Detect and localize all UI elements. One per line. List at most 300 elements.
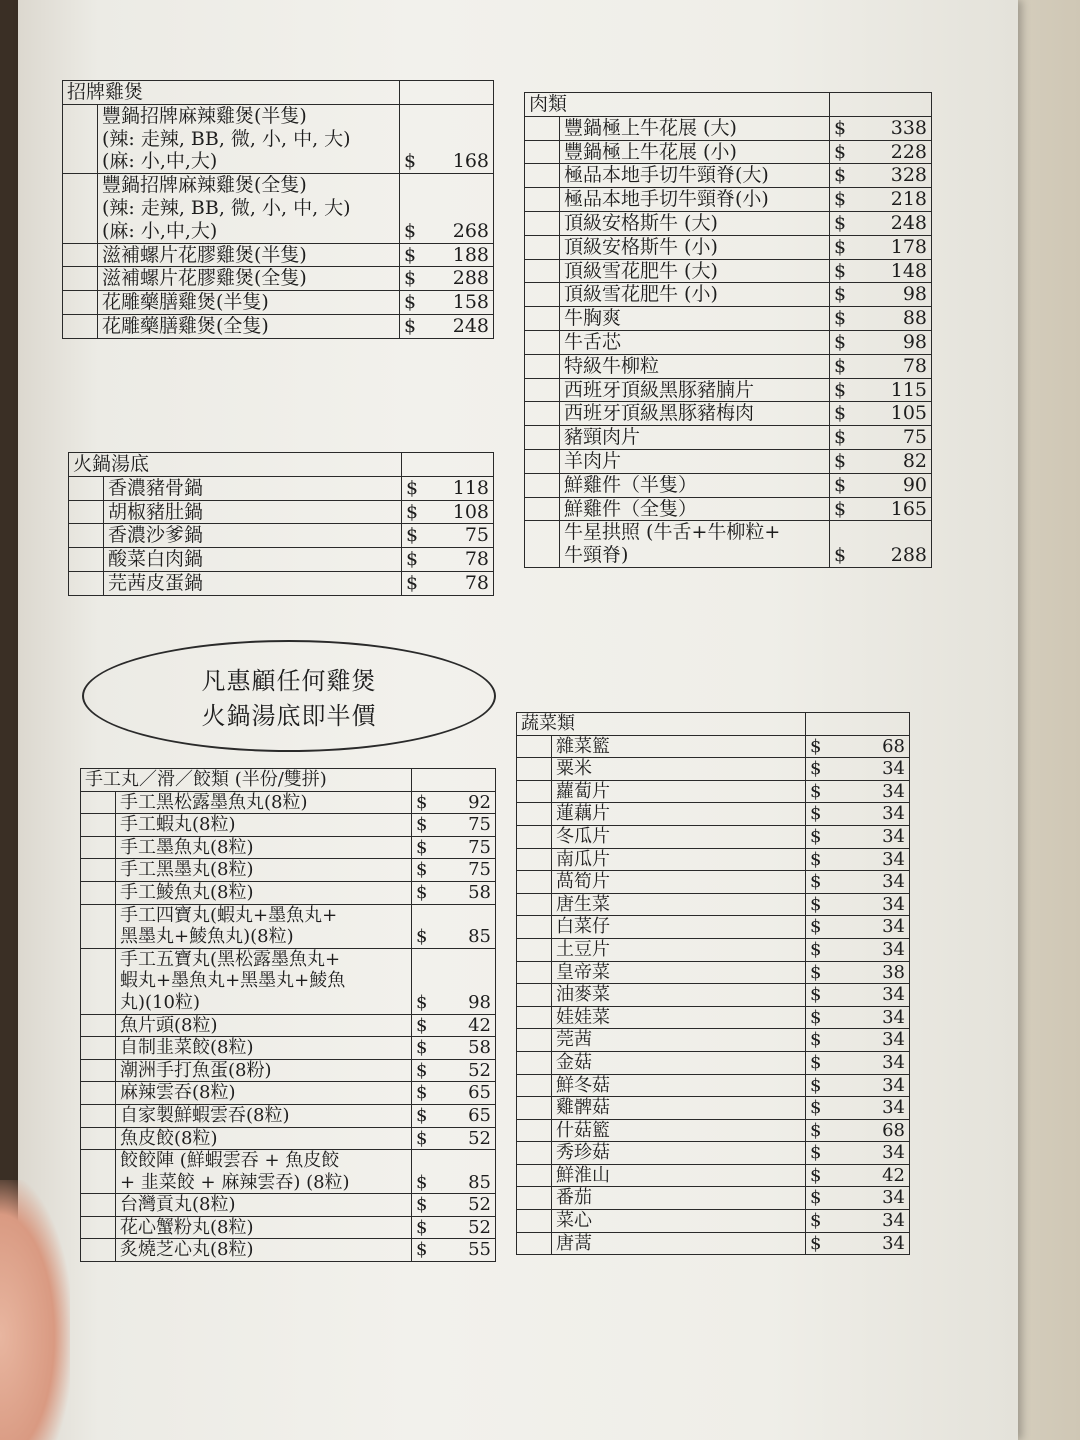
menu-item-row <box>517 735 910 758</box>
currency-symbol: $ <box>416 1194 428 1216</box>
indent-cell <box>517 758 552 781</box>
price-amount: 34 <box>882 758 905 780</box>
item-name <box>98 267 400 291</box>
section-title: 招牌雞煲 <box>63 81 400 105</box>
currency-symbol: $ <box>834 473 847 496</box>
holding-thumb <box>0 1180 70 1440</box>
indent-cell <box>81 1059 116 1082</box>
menu-item-row <box>81 1127 496 1150</box>
item-name-line: 黑墨丸+鯪魚丸)(8粒) <box>120 926 294 948</box>
item-name-line: 鮮雞件（全隻） <box>564 497 698 520</box>
currency-symbol: $ <box>810 916 822 938</box>
item-name-line: 頂級雪花肥牛 (大) <box>564 259 718 282</box>
price-amount: 34 <box>882 1006 905 1028</box>
item-price <box>806 1119 910 1142</box>
price-amount: 108 <box>452 500 489 523</box>
menu-item-row <box>63 314 494 338</box>
menu-item-row <box>525 402 932 426</box>
item-price <box>412 1059 496 1082</box>
item-name <box>552 871 806 894</box>
item-price <box>830 497 932 521</box>
indent-cell <box>525 449 560 473</box>
currency-symbol: $ <box>416 1127 428 1149</box>
item-name <box>552 916 806 939</box>
item-price <box>412 1216 496 1239</box>
item-name-line: 胡椒豬肚鍋 <box>108 500 204 523</box>
currency-symbol: $ <box>406 524 419 547</box>
item-name <box>116 1014 412 1037</box>
item-price <box>806 825 910 848</box>
section-title-price-cell <box>412 769 496 792</box>
price-amount: 188 <box>452 243 489 266</box>
item-price <box>806 803 910 826</box>
indent-cell <box>517 735 552 758</box>
menu-item-row <box>525 378 932 402</box>
menu-item-row <box>525 473 932 497</box>
item-price <box>830 211 932 235</box>
item-name-line: 蝦丸+墨魚丸+黑墨丸+鯪魚 <box>120 970 346 992</box>
indent-cell <box>63 174 98 243</box>
indent-cell <box>517 1232 552 1255</box>
menu-item-row <box>517 961 910 984</box>
item-price <box>830 116 932 140</box>
item-name <box>116 1216 412 1239</box>
currency-symbol: $ <box>810 735 822 757</box>
section-handmade-balls <box>80 768 496 1262</box>
currency-symbol: $ <box>406 548 419 571</box>
menu-item-row <box>525 211 932 235</box>
item-price <box>830 140 932 164</box>
item-price <box>806 1210 910 1233</box>
item-name-line: 花雕藥膳雞煲(全隻) <box>102 314 269 337</box>
item-name <box>98 243 400 267</box>
item-price <box>806 961 910 984</box>
section-title-price-cell <box>400 81 494 105</box>
indent-cell <box>525 307 560 331</box>
item-name <box>98 104 400 173</box>
currency-symbol: $ <box>416 991 428 1013</box>
item-name-line: 香濃沙爹鍋 <box>108 524 204 547</box>
indent-cell <box>69 548 104 572</box>
currency-symbol: $ <box>416 859 428 881</box>
menu-item-row <box>517 1051 910 1074</box>
section-vegetables <box>516 712 910 1255</box>
item-name <box>560 473 830 497</box>
item-name-line: 金菇 <box>556 1051 592 1073</box>
currency-symbol: $ <box>834 449 847 472</box>
item-price <box>806 1074 910 1097</box>
currency-symbol: $ <box>810 1187 822 1209</box>
item-price <box>402 548 494 572</box>
item-name <box>104 476 402 500</box>
menu-item-row <box>525 307 932 331</box>
currency-symbol: $ <box>416 1014 428 1036</box>
menu-item-row <box>63 291 494 315</box>
menu-item-row <box>81 1194 496 1217</box>
currency-symbol: $ <box>834 188 847 211</box>
currency-symbol: $ <box>404 219 417 242</box>
price-amount: 115 <box>890 378 927 401</box>
item-price <box>830 235 932 259</box>
item-price <box>830 521 932 568</box>
item-name-line: 酸菜白肉鍋 <box>108 548 204 571</box>
currency-symbol: $ <box>416 926 428 948</box>
currency-symbol: $ <box>834 259 847 282</box>
item-name <box>552 1142 806 1165</box>
price-amount: 34 <box>882 825 905 847</box>
item-price <box>402 476 494 500</box>
item-price <box>806 758 910 781</box>
price-amount: 328 <box>890 164 927 187</box>
indent-cell <box>517 916 552 939</box>
menu-item-row <box>517 984 910 1007</box>
section-meat <box>524 92 932 568</box>
item-name <box>552 848 806 871</box>
price-amount: 288 <box>452 267 489 290</box>
item-name-line: 極品本地手切牛頸脊(大) <box>564 164 769 187</box>
item-name-line: 鮮雞件（半隻） <box>564 473 698 496</box>
item-price <box>412 1127 496 1150</box>
indent-cell <box>517 803 552 826</box>
item-name-line: 白菜仔 <box>556 916 610 938</box>
currency-symbol: $ <box>404 291 417 314</box>
menu-item-row <box>517 848 910 871</box>
item-name <box>116 1194 412 1217</box>
item-name-line: 唐生菜 <box>556 893 610 915</box>
item-name <box>116 1082 412 1105</box>
indent-cell <box>517 938 552 961</box>
item-name-line: 西班牙頂級黑豚豬腩片 <box>564 378 755 401</box>
item-name-line: 特級牛柳粒 <box>564 354 660 377</box>
item-name <box>116 1037 412 1060</box>
item-name <box>560 449 830 473</box>
item-name-line: 雜菜籃 <box>556 735 610 757</box>
currency-symbol: $ <box>810 1142 822 1164</box>
menu-item-row <box>525 259 932 283</box>
menu-item-row <box>81 1059 496 1082</box>
item-name-line: 油麥菜 <box>556 984 610 1006</box>
price-amount: 98 <box>902 330 927 353</box>
item-price <box>830 164 932 188</box>
item-name-line: 手工墨魚丸(8粒) <box>120 836 254 858</box>
item-name <box>560 116 830 140</box>
indent-cell <box>517 961 552 984</box>
indent-cell <box>69 571 104 595</box>
item-price <box>830 259 932 283</box>
item-price <box>830 378 932 402</box>
item-price <box>806 893 910 916</box>
menu-item-row <box>63 243 494 267</box>
indent-cell <box>517 1210 552 1233</box>
item-price <box>412 904 496 948</box>
item-name <box>116 1059 412 1082</box>
price-amount: 75 <box>464 524 489 547</box>
price-amount: 248 <box>890 211 927 234</box>
indent-cell <box>517 1074 552 1097</box>
item-price <box>400 314 494 338</box>
item-name <box>560 378 830 402</box>
item-name <box>560 164 830 188</box>
menu-item-row <box>517 758 910 781</box>
indent-cell <box>81 1150 116 1194</box>
currency-symbol: $ <box>406 500 419 523</box>
indent-cell <box>81 1194 116 1217</box>
currency-symbol: $ <box>834 140 847 163</box>
item-name <box>552 893 806 916</box>
indent-cell <box>517 1187 552 1210</box>
item-name <box>560 259 830 283</box>
currency-symbol: $ <box>834 211 847 234</box>
indent-cell <box>63 104 98 173</box>
currency-symbol: $ <box>810 1210 822 1232</box>
section-title: 火鍋湯底 <box>69 453 402 477</box>
menu-item-row <box>517 871 910 894</box>
item-price <box>806 1232 910 1255</box>
item-name <box>116 1127 412 1150</box>
item-name-line: 土豆片 <box>556 938 610 960</box>
menu-item-row <box>517 1097 910 1120</box>
item-name-line: 頂級雪花肥牛 (小) <box>564 283 718 306</box>
indent-cell <box>525 140 560 164</box>
menu-item-row <box>525 449 932 473</box>
indent-cell <box>81 859 116 882</box>
price-amount: 55 <box>468 1239 491 1261</box>
indent-cell <box>81 814 116 837</box>
item-price <box>806 938 910 961</box>
item-price <box>830 283 932 307</box>
item-name <box>560 140 830 164</box>
item-name <box>552 1210 806 1233</box>
menu-item-row <box>81 881 496 904</box>
item-name-line: 萵筍片 <box>556 871 610 893</box>
menu-item-row <box>517 1119 910 1142</box>
indent-cell <box>517 893 552 916</box>
currency-symbol: $ <box>834 307 847 330</box>
indent-cell <box>517 848 552 871</box>
section-title: 蔬菜類 <box>517 713 806 736</box>
item-name <box>104 548 402 572</box>
item-price <box>402 524 494 548</box>
price-amount: 78 <box>464 548 489 571</box>
section-title: 手工丸／滑／餃類 (半份/雙拼) <box>81 769 412 792</box>
item-name <box>560 330 830 354</box>
indent-cell <box>525 402 560 426</box>
currency-symbol: $ <box>834 164 847 187</box>
menu-item-row <box>525 188 932 212</box>
currency-symbol: $ <box>810 871 822 893</box>
price-amount: 58 <box>468 1037 491 1059</box>
item-name <box>552 1074 806 1097</box>
currency-symbol: $ <box>810 938 822 960</box>
indent-cell <box>525 473 560 497</box>
menu-item-row <box>525 140 932 164</box>
item-name <box>116 1104 412 1127</box>
item-price <box>412 1239 496 1262</box>
item-price <box>412 1082 496 1105</box>
item-name-line: (辣: 走辣, BB, 微, 小, 中, 大) <box>102 196 351 219</box>
menu-item-row <box>63 104 494 173</box>
item-name <box>552 758 806 781</box>
menu-item-row <box>81 814 496 837</box>
currency-symbol: $ <box>416 881 428 903</box>
menu-item-row <box>81 1082 496 1105</box>
indent-cell <box>517 825 552 848</box>
currency-symbol: $ <box>834 497 847 520</box>
indent-cell <box>81 1216 116 1239</box>
price-amount: 65 <box>468 1082 491 1104</box>
item-name-line: 豐鍋招牌麻辣雞煲(全隻) <box>102 174 307 197</box>
currency-symbol: $ <box>834 235 847 258</box>
item-price <box>830 188 932 212</box>
indent-cell <box>81 1037 116 1060</box>
indent-cell <box>525 426 560 450</box>
price-amount: 52 <box>468 1127 491 1149</box>
menu-item-row <box>81 1037 496 1060</box>
price-amount: 34 <box>882 780 905 802</box>
menu-item-row <box>517 1232 910 1255</box>
item-name-line: 冬瓜片 <box>556 825 610 847</box>
item-price <box>830 307 932 331</box>
item-price <box>806 1187 910 1210</box>
item-name-line: 豐鍋極上牛花展 (小) <box>564 140 737 163</box>
section-title: 肉類 <box>525 93 830 117</box>
item-price <box>806 1164 910 1187</box>
indent-cell <box>81 1014 116 1037</box>
item-name-line: + 韭菜餃 + 麻辣雲吞) (8粒) <box>120 1171 350 1193</box>
price-amount: 34 <box>882 984 905 1006</box>
price-amount: 42 <box>468 1014 491 1036</box>
indent-cell <box>81 1239 116 1262</box>
indent-cell <box>69 476 104 500</box>
item-name-line: 牛星拱照 (牛舌+牛柳粒+ <box>564 521 781 544</box>
menu-item-row <box>517 1187 910 1210</box>
item-name <box>560 402 830 426</box>
item-name-line: 蓮藕片 <box>556 803 610 825</box>
item-name <box>552 1051 806 1074</box>
item-name <box>104 571 402 595</box>
item-name-line: 菜心 <box>556 1210 592 1232</box>
menu-item-row <box>81 1104 496 1127</box>
item-name-line: 蘿蔔片 <box>556 780 610 802</box>
section-soup-base <box>68 452 494 596</box>
indent-cell <box>525 283 560 307</box>
item-name <box>116 836 412 859</box>
indent-cell <box>525 235 560 259</box>
item-name <box>98 314 400 338</box>
item-name-line: 極品本地手切牛頸脊(小) <box>564 188 769 211</box>
price-amount: 34 <box>882 803 905 825</box>
currency-symbol: $ <box>834 378 847 401</box>
menu-item-row <box>517 825 910 848</box>
currency-symbol: $ <box>810 984 822 1006</box>
item-price <box>806 984 910 1007</box>
price-amount: 75 <box>468 814 491 836</box>
menu-item-row <box>517 916 910 939</box>
currency-symbol: $ <box>810 1232 822 1254</box>
item-price <box>400 174 494 243</box>
menu-item-row <box>525 521 932 568</box>
indent-cell <box>81 836 116 859</box>
item-price <box>412 836 496 859</box>
item-name <box>552 803 806 826</box>
menu-item-row <box>81 1014 496 1037</box>
item-name-line: 牛舌芯 <box>564 330 622 353</box>
item-name-line: 番茄 <box>556 1187 592 1209</box>
price-amount: 165 <box>890 497 927 520</box>
indent-cell <box>525 259 560 283</box>
item-price <box>806 1051 910 1074</box>
item-price <box>830 426 932 450</box>
menu-item-row <box>525 354 932 378</box>
item-name <box>560 521 830 568</box>
menu-item-row <box>81 904 496 948</box>
price-amount: 42 <box>882 1164 905 1186</box>
item-name <box>552 1119 806 1142</box>
item-name <box>552 825 806 848</box>
item-name <box>116 1239 412 1262</box>
price-amount: 34 <box>882 938 905 960</box>
price-amount: 338 <box>890 116 927 139</box>
currency-symbol: $ <box>810 1006 822 1028</box>
item-name-line: 花心蟹粉丸(8粒) <box>120 1216 254 1238</box>
menu-item-row <box>517 893 910 916</box>
item-name-line: 香濃豬骨鍋 <box>108 476 204 499</box>
currency-symbol: $ <box>416 1216 428 1238</box>
item-name-line: 雞髀菇 <box>556 1097 610 1119</box>
indent-cell <box>81 1127 116 1150</box>
menu-item-row <box>525 330 932 354</box>
menu-item-row <box>517 1142 910 1165</box>
currency-symbol: $ <box>416 836 428 858</box>
price-amount: 98 <box>468 991 491 1013</box>
price-amount: 34 <box>882 848 905 870</box>
indent-cell <box>81 1104 116 1127</box>
currency-symbol: $ <box>810 1074 822 1096</box>
item-name-line: 牛頸脊) <box>564 544 629 567</box>
item-name <box>560 497 830 521</box>
item-name <box>552 1006 806 1029</box>
indent-cell <box>517 780 552 803</box>
item-price <box>806 1097 910 1120</box>
item-name-line: 滋補螺片花膠雞煲(全隻) <box>102 267 307 290</box>
currency-symbol: $ <box>810 893 822 915</box>
item-name <box>552 961 806 984</box>
price-amount: 34 <box>882 1097 905 1119</box>
indent-cell <box>525 116 560 140</box>
menu-item-row <box>69 500 494 524</box>
price-amount: 34 <box>882 1232 905 1254</box>
indent-cell <box>525 354 560 378</box>
item-price <box>402 571 494 595</box>
currency-symbol: $ <box>416 814 428 836</box>
currency-symbol: $ <box>404 150 417 173</box>
item-price <box>412 1104 496 1127</box>
indent-cell <box>525 211 560 235</box>
item-name-line: 頂級安格斯牛 (大) <box>564 211 718 234</box>
currency-symbol: $ <box>404 243 417 266</box>
item-price <box>806 916 910 939</box>
indent-cell <box>525 378 560 402</box>
item-price <box>412 1037 496 1060</box>
item-name <box>116 948 412 1014</box>
currency-symbol: $ <box>810 803 822 825</box>
promo-oval <box>82 640 496 752</box>
menu-item-row <box>517 1074 910 1097</box>
price-amount: 158 <box>452 291 489 314</box>
indent-cell <box>525 164 560 188</box>
price-amount: 148 <box>890 259 927 282</box>
currency-symbol: $ <box>834 116 847 139</box>
